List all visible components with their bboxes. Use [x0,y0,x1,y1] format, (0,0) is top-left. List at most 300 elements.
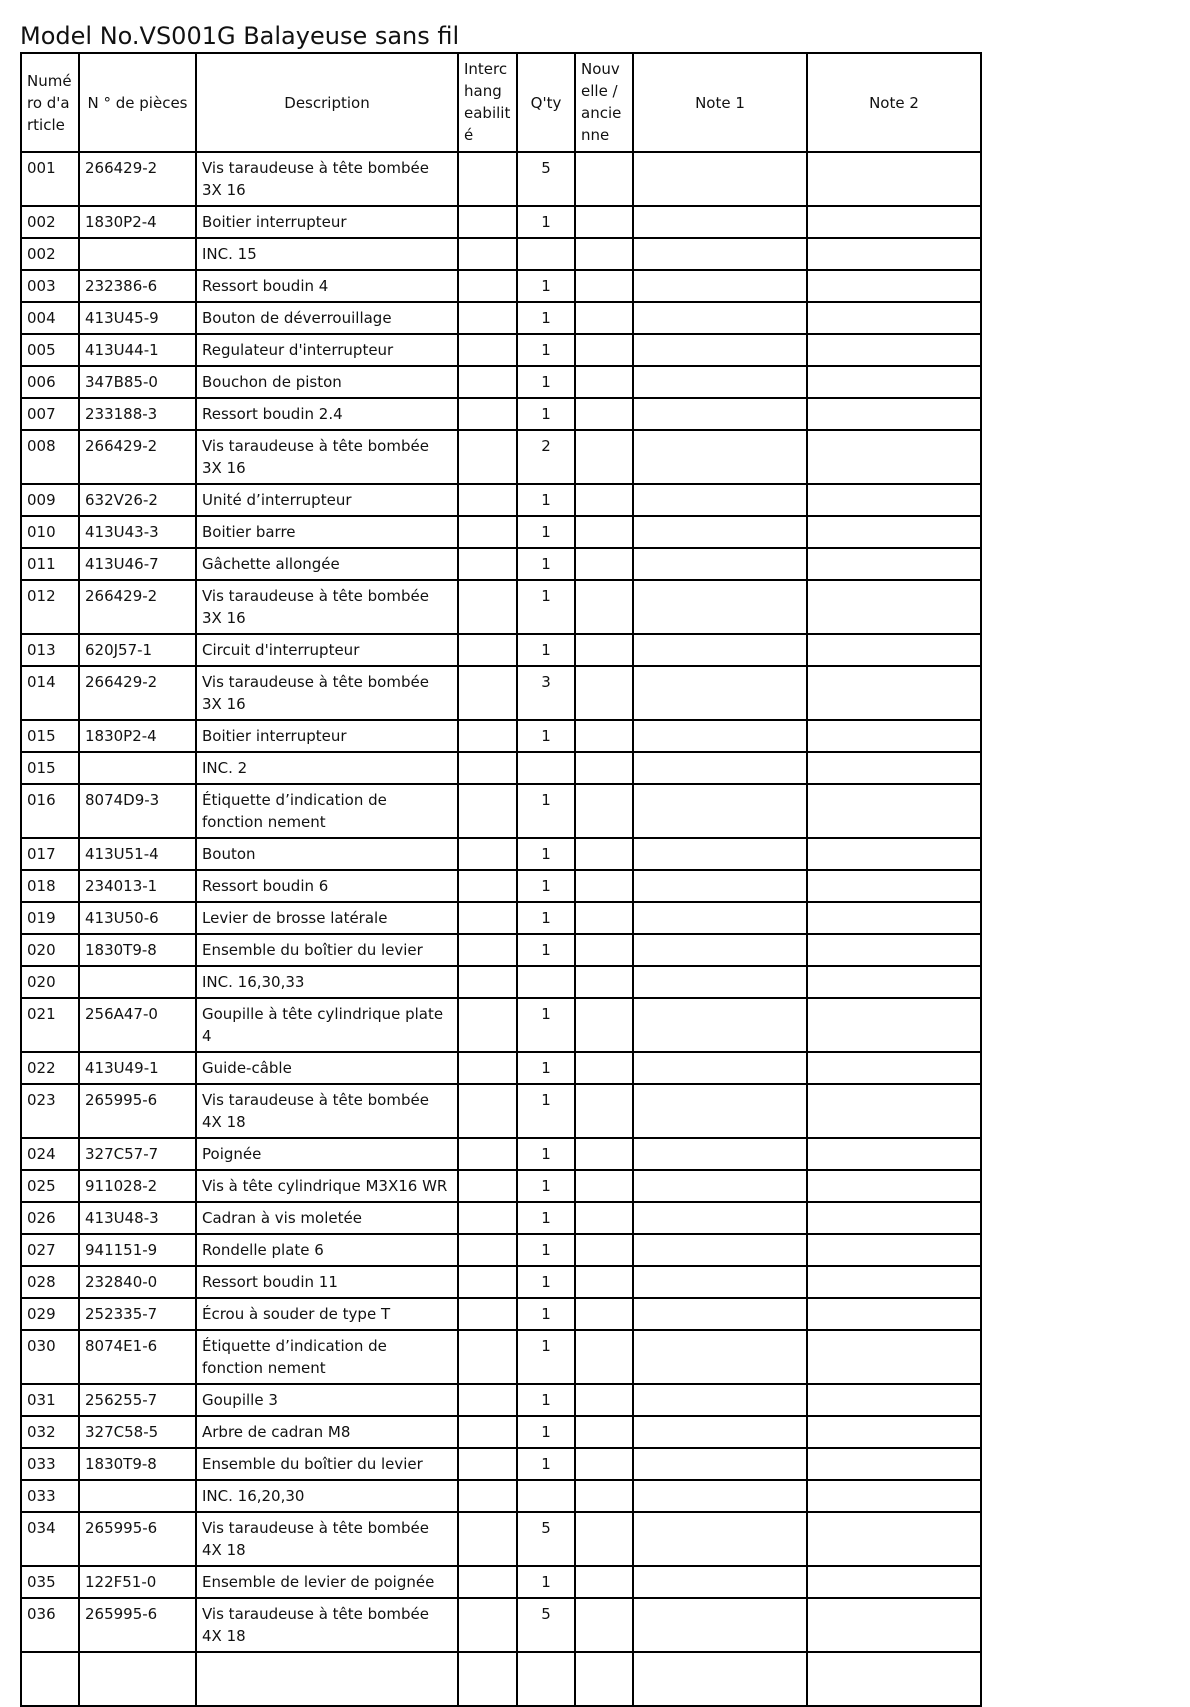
table-row [21,548,981,580]
table-row [21,366,981,398]
new-old-cell [575,1384,633,1416]
description-cell: Unité d’interrupteur [196,484,458,516]
item-number-cell: 012 [21,580,79,634]
interchangeability-cell [458,1512,517,1566]
qty-cell: 1 [517,998,575,1052]
new-old-cell [575,430,633,484]
qty-cell: 1 [517,870,575,902]
item-number-cell: 018 [21,870,79,902]
note-1-cell [633,1084,807,1138]
table-row [21,838,981,870]
note-2-cell [807,398,981,430]
interchangeability-cell [458,548,517,580]
table-row [21,484,981,516]
new-old-cell [575,1234,633,1266]
item-number-cell: 008 [21,430,79,484]
note-1-cell [633,366,807,398]
table-row [21,1480,981,1512]
qty-cell: 1 [517,784,575,838]
qty-cell [517,1652,575,1706]
note-2-cell [807,430,981,484]
qty-cell: 1 [517,1052,575,1084]
new-old-cell [575,720,633,752]
description-cell: Vis taraudeuse à tête bombée 3X 16 [196,152,458,206]
note-2-cell [807,838,981,870]
table-row [21,302,981,334]
item-number-cell: 014 [21,666,79,720]
note-2-cell [807,1598,981,1652]
table-row [21,934,981,966]
description-cell: INC. 2 [196,752,458,784]
item-number-cell: 004 [21,302,79,334]
description-cell: INC. 16,20,30 [196,1480,458,1512]
parts-table [20,52,982,1707]
description-cell: Ressort boudin 6 [196,870,458,902]
part-number-cell: 1830P2-4 [79,206,196,238]
part-number-cell: 8074E1-6 [79,1330,196,1384]
part-number-cell: 265995-6 [79,1084,196,1138]
qty-cell: 1 [517,302,575,334]
description-cell: INC. 15 [196,238,458,270]
part-number-cell: 327C58-5 [79,1416,196,1448]
item-number-cell: 003 [21,270,79,302]
item-number-cell: 002 [21,206,79,238]
description-cell: Écrou à souder de type T [196,1298,458,1330]
note-2-cell [807,238,981,270]
new-old-cell [575,516,633,548]
item-number-cell: 028 [21,1266,79,1298]
table-row [21,1052,981,1084]
description-cell: Ressort boudin 11 [196,1266,458,1298]
item-number-cell: 015 [21,720,79,752]
qty-cell: 1 [517,1202,575,1234]
table-row [21,870,981,902]
new-old-cell [575,902,633,934]
interchangeability-cell [458,334,517,366]
interchangeability-cell [458,1266,517,1298]
note-2-cell [807,548,981,580]
part-number-cell: 413U50-6 [79,902,196,934]
description-cell: Arbre de cadran M8 [196,1416,458,1448]
qty-cell: 1 [517,902,575,934]
note-2-cell [807,934,981,966]
note-2-cell [807,966,981,998]
table-row [21,1512,981,1566]
table-row [21,1384,981,1416]
note-2-cell [807,1416,981,1448]
note-1-cell [633,902,807,934]
note-2-cell [807,152,981,206]
qty-cell: 1 [517,580,575,634]
note-2-cell [807,1330,981,1384]
part-number-cell: 1830P2-4 [79,720,196,752]
description-cell: Vis taraudeuse à tête bombée 4X 18 [196,1598,458,1652]
interchangeability-cell [458,998,517,1052]
description-cell: Vis taraudeuse à tête bombée 3X 16 [196,666,458,720]
note-2-cell [807,1448,981,1480]
interchangeability-cell [458,634,517,666]
note-2-cell [807,902,981,934]
interchangeability-cell [458,870,517,902]
new-old-cell [575,302,633,334]
header-item-number: Numé ro d'a rticle [21,53,79,152]
table-row [21,152,981,206]
note-1-cell [633,238,807,270]
description-cell: Goupille à tête cylindrique plate 4 [196,998,458,1052]
new-old-cell [575,1448,633,1480]
note-1-cell [633,966,807,998]
qty-cell: 1 [517,270,575,302]
note-2-cell [807,516,981,548]
part-number-cell: 413U49-1 [79,1052,196,1084]
new-old-cell [575,206,633,238]
part-number-cell: 620J57-1 [79,634,196,666]
new-old-cell [575,1266,633,1298]
new-old-cell [575,752,633,784]
note-1-cell [633,1598,807,1652]
item-number-cell: 027 [21,1234,79,1266]
new-old-cell [575,1330,633,1384]
interchangeability-cell [458,1234,517,1266]
item-number-cell: 034 [21,1512,79,1566]
note-1-cell [633,1170,807,1202]
note-2-cell [807,1170,981,1202]
qty-cell: 1 [517,1416,575,1448]
qty-cell: 1 [517,1448,575,1480]
table-row [21,1202,981,1234]
part-number-cell [79,238,196,270]
description-cell: INC. 16,30,33 [196,966,458,998]
note-1-cell [633,1138,807,1170]
interchangeability-cell [458,1448,517,1480]
table-row [21,1298,981,1330]
description-cell: Bouton de déverrouillage [196,302,458,334]
note-1-cell [633,838,807,870]
part-number-cell: 327C57-7 [79,1138,196,1170]
part-number-cell: 265995-6 [79,1598,196,1652]
new-old-cell [575,1652,633,1706]
item-number-cell: 033 [21,1480,79,1512]
table-row [21,270,981,302]
note-1-cell [633,666,807,720]
table-row [21,1170,981,1202]
table-row [21,1652,981,1706]
new-old-cell [575,548,633,580]
note-2-cell [807,870,981,902]
note-1-cell [633,580,807,634]
interchangeability-cell [458,720,517,752]
new-old-cell [575,1138,633,1170]
part-number-cell: 8074D9-3 [79,784,196,838]
header-qty: Q'ty [517,53,575,152]
description-cell: Vis taraudeuse à tête bombée 4X 18 [196,1512,458,1566]
note-2-cell [807,1566,981,1598]
interchangeability-cell [458,270,517,302]
part-number-cell: 266429-2 [79,580,196,634]
note-1-cell [633,302,807,334]
description-cell: Vis à tête cylindrique M3X16 WR [196,1170,458,1202]
table-row [21,752,981,784]
interchangeability-cell [458,966,517,998]
table-row [21,1566,981,1598]
note-2-cell [807,1234,981,1266]
description-cell [196,1652,458,1706]
note-1-cell [633,152,807,206]
description-cell: Regulateur d'interrupteur [196,334,458,366]
qty-cell: 1 [517,484,575,516]
note-1-cell [633,1566,807,1598]
part-number-cell [79,1652,196,1706]
new-old-cell [575,398,633,430]
new-old-cell [575,1170,633,1202]
new-old-cell [575,784,633,838]
table-row [21,720,981,752]
note-1-cell [633,1416,807,1448]
item-number-cell: 009 [21,484,79,516]
description-cell: Étiquette d’indication de fonction nement [196,1330,458,1384]
description-cell: Ensemble du boîtier du levier [196,934,458,966]
note-2-cell [807,206,981,238]
part-number-cell: 1830T9-8 [79,934,196,966]
description-cell: Étiquette d’indication de fonction nement [196,784,458,838]
new-old-cell [575,1416,633,1448]
description-cell: Ressort boudin 4 [196,270,458,302]
header-part-number: N ° de pièces [79,53,196,152]
note-2-cell [807,666,981,720]
note-1-cell [633,206,807,238]
new-old-cell [575,1084,633,1138]
item-number-cell: 001 [21,152,79,206]
description-cell: Rondelle plate 6 [196,1234,458,1266]
interchangeability-cell [458,152,517,206]
table-row [21,634,981,666]
item-number-cell: 020 [21,934,79,966]
qty-cell [517,752,575,784]
item-number-cell: 016 [21,784,79,838]
table-row [21,902,981,934]
part-number-cell: 413U45-9 [79,302,196,334]
part-number-cell [79,1480,196,1512]
qty-cell: 1 [517,516,575,548]
part-number-cell [79,752,196,784]
qty-cell: 1 [517,1084,575,1138]
description-cell: Vis taraudeuse à tête bombée 3X 16 [196,430,458,484]
new-old-cell [575,1512,633,1566]
interchangeability-cell [458,1652,517,1706]
table-row [21,206,981,238]
item-number-cell: 033 [21,1448,79,1480]
description-cell: Ressort boudin 2.4 [196,398,458,430]
note-2-cell [807,720,981,752]
item-number-cell: 013 [21,634,79,666]
part-number-cell: 1830T9-8 [79,1448,196,1480]
interchangeability-cell [458,666,517,720]
note-1-cell [633,870,807,902]
item-number-cell: 006 [21,366,79,398]
part-number-cell: 256A47-0 [79,998,196,1052]
part-number-cell: 233188-3 [79,398,196,430]
note-2-cell [807,366,981,398]
item-number-cell [21,1652,79,1706]
note-2-cell [807,752,981,784]
table-row [21,516,981,548]
note-1-cell [633,484,807,516]
note-2-cell [807,634,981,666]
interchangeability-cell [458,484,517,516]
header-note-2: Note 2 [807,53,981,152]
note-1-cell [633,1330,807,1384]
qty-cell: 1 [517,1138,575,1170]
qty-cell: 1 [517,1566,575,1598]
qty-cell: 1 [517,206,575,238]
description-cell: Vis taraudeuse à tête bombée 4X 18 [196,1084,458,1138]
item-number-cell: 022 [21,1052,79,1084]
item-number-cell: 019 [21,902,79,934]
item-number-cell: 007 [21,398,79,430]
part-number-cell: 632V26-2 [79,484,196,516]
part-number-cell: 347B85-0 [79,366,196,398]
interchangeability-cell [458,902,517,934]
qty-cell: 1 [517,548,575,580]
note-2-cell [807,1298,981,1330]
new-old-cell [575,1598,633,1652]
description-cell: Poignée [196,1138,458,1170]
qty-cell: 1 [517,1298,575,1330]
new-old-cell [575,998,633,1052]
qty-cell: 1 [517,838,575,870]
note-1-cell [633,720,807,752]
new-old-cell [575,838,633,870]
qty-cell [517,966,575,998]
table-row [21,1084,981,1138]
description-cell: Circuit d'interrupteur [196,634,458,666]
document-title: Model No.VS001G Balayeuse sans fil [20,22,460,50]
note-2-cell [807,1084,981,1138]
note-1-cell [633,1202,807,1234]
table-row [21,1416,981,1448]
new-old-cell [575,666,633,720]
new-old-cell [575,334,633,366]
item-number-cell: 023 [21,1084,79,1138]
item-number-cell: 002 [21,238,79,270]
qty-cell: 1 [517,720,575,752]
interchangeability-cell [458,1202,517,1234]
interchangeability-cell [458,430,517,484]
item-number-cell: 031 [21,1384,79,1416]
interchangeability-cell [458,238,517,270]
qty-cell: 1 [517,366,575,398]
description-cell: Levier de brosse latérale [196,902,458,934]
note-1-cell [633,784,807,838]
note-1-cell [633,334,807,366]
item-number-cell: 005 [21,334,79,366]
interchangeability-cell [458,1170,517,1202]
header-interchangeability: Interc hang eabilit é [458,53,517,152]
interchangeability-cell [458,1416,517,1448]
interchangeability-cell [458,1384,517,1416]
note-1-cell [633,1384,807,1416]
header-note-1: Note 1 [633,53,807,152]
description-cell: Ensemble du boîtier du levier [196,1448,458,1480]
note-1-cell [633,1652,807,1706]
part-number-cell: 941151-9 [79,1234,196,1266]
table-row [21,398,981,430]
item-number-cell: 021 [21,998,79,1052]
part-number-cell: 232386-6 [79,270,196,302]
interchangeability-cell [458,1598,517,1652]
header-description: Description [196,53,458,152]
item-number-cell: 032 [21,1416,79,1448]
qty-cell: 1 [517,934,575,966]
note-2-cell [807,1480,981,1512]
interchangeability-cell [458,1084,517,1138]
qty-cell: 3 [517,666,575,720]
qty-cell: 5 [517,1512,575,1566]
note-1-cell [633,270,807,302]
part-number-cell: 265995-6 [79,1512,196,1566]
item-number-cell: 036 [21,1598,79,1652]
item-number-cell: 010 [21,516,79,548]
new-old-cell [575,1566,633,1598]
table-row [21,1234,981,1266]
item-number-cell: 017 [21,838,79,870]
interchangeability-cell [458,1330,517,1384]
description-cell: Guide-câble [196,1052,458,1084]
table-row [21,334,981,366]
new-old-cell [575,870,633,902]
part-number-cell: 911028-2 [79,1170,196,1202]
qty-cell: 5 [517,152,575,206]
interchangeability-cell [458,580,517,634]
table-row [21,238,981,270]
item-number-cell: 024 [21,1138,79,1170]
part-number-cell: 413U48-3 [79,1202,196,1234]
part-number-cell: 266429-2 [79,666,196,720]
header-row [21,53,981,152]
item-number-cell: 020 [21,966,79,998]
description-cell: Boitier interrupteur [196,206,458,238]
note-1-cell [633,1266,807,1298]
header-new-old: Nouv elle / ancie nne [575,53,633,152]
note-2-cell [807,1512,981,1566]
interchangeability-cell [458,366,517,398]
part-number-cell: 252335-7 [79,1298,196,1330]
note-1-cell [633,516,807,548]
table-row [21,966,981,998]
description-cell: Boitier interrupteur [196,720,458,752]
note-2-cell [807,1138,981,1170]
interchangeability-cell [458,302,517,334]
interchangeability-cell [458,838,517,870]
table-row [21,1330,981,1384]
note-1-cell [633,1448,807,1480]
new-old-cell [575,1052,633,1084]
new-old-cell [575,484,633,516]
part-number-cell: 266429-2 [79,430,196,484]
interchangeability-cell [458,784,517,838]
note-1-cell [633,1234,807,1266]
qty-cell: 1 [517,1170,575,1202]
table-row [21,580,981,634]
qty-cell: 5 [517,1598,575,1652]
interchangeability-cell [458,752,517,784]
interchangeability-cell [458,1480,517,1512]
table-row [21,1598,981,1652]
table-row [21,1266,981,1298]
part-number-cell: 413U51-4 [79,838,196,870]
qty-cell: 1 [517,1330,575,1384]
note-2-cell [807,302,981,334]
